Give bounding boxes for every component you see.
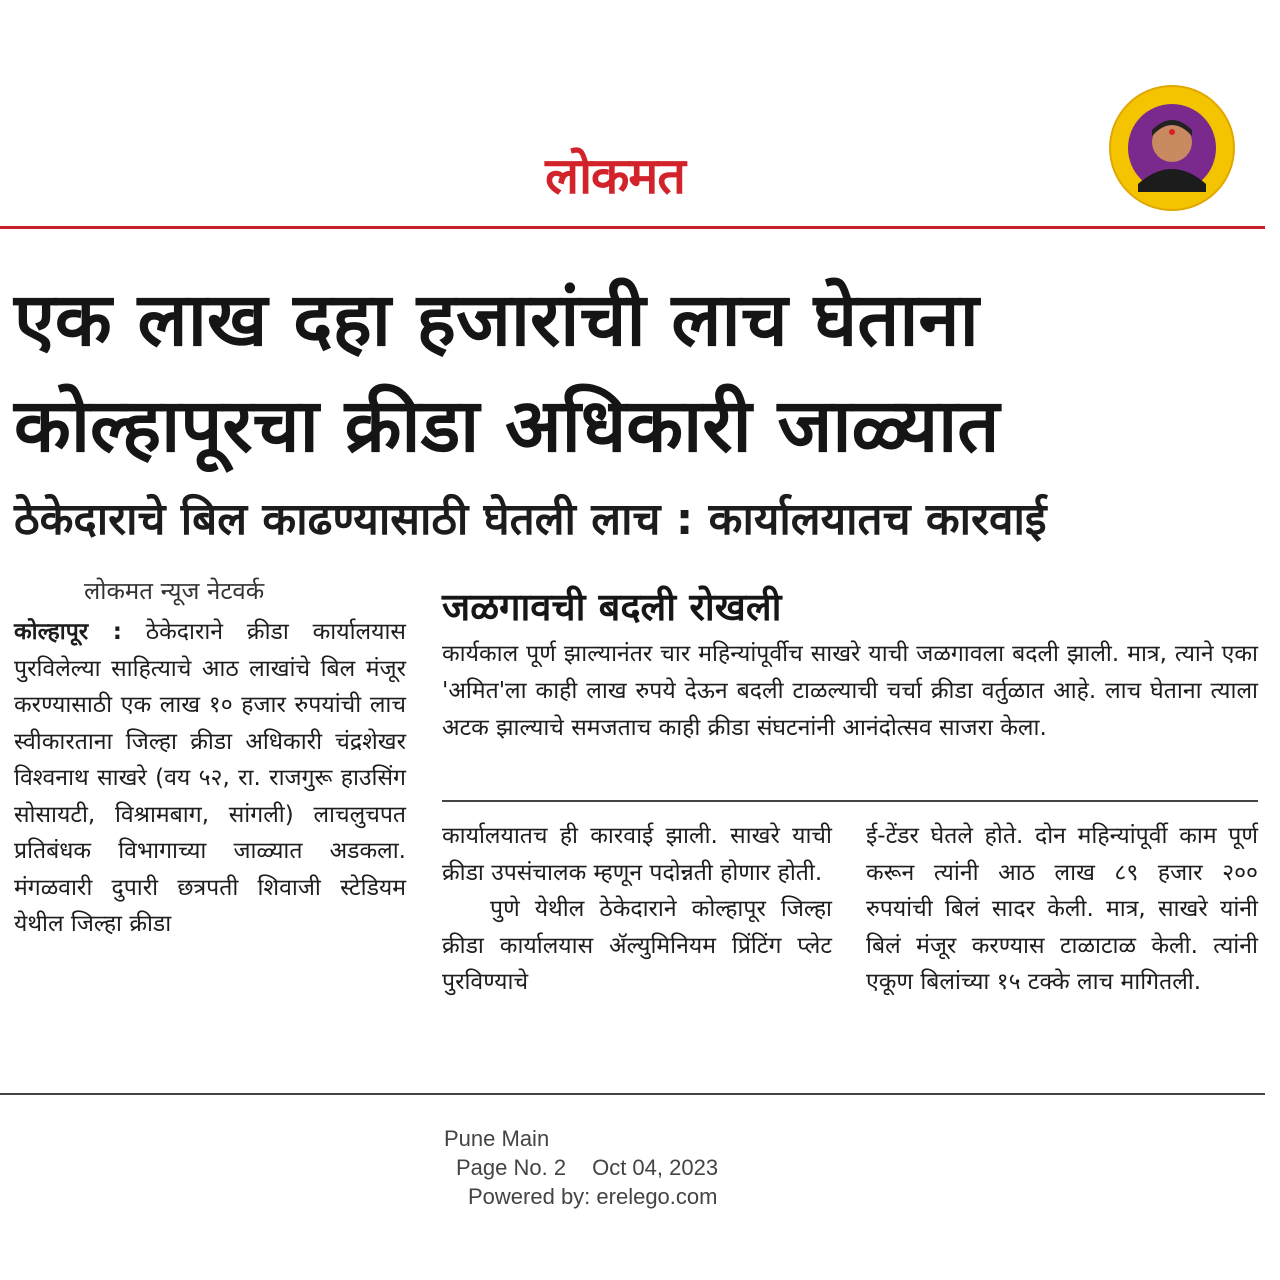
headline-line-1: एक लाख दहा हजारांची लाच घेताना [14,277,979,363]
profile-badge-logo [1108,84,1236,212]
article-column-3 [866,818,1258,1001]
column-1-text: ठेकेदाराने क्रीडा कार्यालयास पुरविलेल्या साहित्याचे आठ लाखांचे बिल मंजूर करण्यासाठी एक लाख १० हजार रुपयांची लाच स्वीकारताना जिल्हा क्रीडा अधिकारी चंद्रशेखर विश्वनाथ साखरे (वय ५२, रा. राजगुरू हाउसिंग सोसायटी, विश्रामबाग, सांगली) लाचलुचपत प्रतिबंधक विभागाच्या जाळ्यात अडकला. मंगळवारी दुपारी छत्रपती शिवाजी स्टेडियम येथील जिल्हा क्रीडा [14,619,406,937]
footer-powered-by: Powered by: erelego.com [468,1184,718,1209]
article-column-1 [14,614,406,943]
headline-line-2: कोल्हापूरचा क्रीडा अधिकारी जाळ्यात [14,383,1000,469]
sidebar-divider [442,800,1258,802]
footer-page-info [456,1155,718,1181]
subheadline: ठेकेदाराचे बिल काढण्यासाठी घेतली लाच : कार्यालयातच कारवाई [14,494,1047,545]
column-2-paragraph-2: पुणे येथील ठेकेदाराने कोल्हापूर जिल्हा क्रीडा कार्यालयास ॲल्युमिनियम प्रिंटिंग प्लेट पुरविण्याचे [442,896,832,995]
dateline: कोल्हापूर : [14,619,122,645]
sidebar-box-title: जळगावची बदली रोखली [442,585,782,629]
newspaper-masthead-logo: लोकमत [545,146,685,205]
footer-edition: Pune Main [444,1126,550,1151]
article-column-2 [442,818,832,1001]
column-3-text: ई-टेंडर घेतले होते. दोन महिन्यांपूर्वी काम पूर्ण करून त्यांनी आठ लाख ८९ हजार २०० रुपयांची बिलं सादर केली. मात्र, साखरे यांनी बिलं मंजूर करण्यास टाळाटाळ केली. त्यांनी एकूण बिलांच्या १५ टक्के लाच मागितली. [866,823,1258,995]
byline: लोकमत न्यूज नेटवर्क [84,577,265,605]
footer-date: Oct 04, 2023 [592,1155,719,1180]
column-2-paragraph-1: कार्यालयातच ही कारवाई झाली. साखरे याची क्रीडा उपसंचालक म्हणून पदोन्नती होणार होती. [442,823,832,886]
footer-divider [0,1093,1265,1095]
sidebar-box-text: कार्यकाल पूर्ण झाल्यानंतर चार महिन्यांपूर्वीच साखरे याची जळगावला बदली झाली. मात्र, त्याने एका 'अमित'ला काही लाख रुपये देऊन बदली टाळल्याची चर्चा क्रीडा वर्तुळात आहे. लाच घेताना त्याला अटक झाल्याचे समजताच काही क्रीडा संघटनांनी आनंदोत्सव साजरा केला. [442,641,1258,741]
footer-page-number: Page No. 2 [456,1155,567,1180]
masthead-divider [0,226,1265,229]
